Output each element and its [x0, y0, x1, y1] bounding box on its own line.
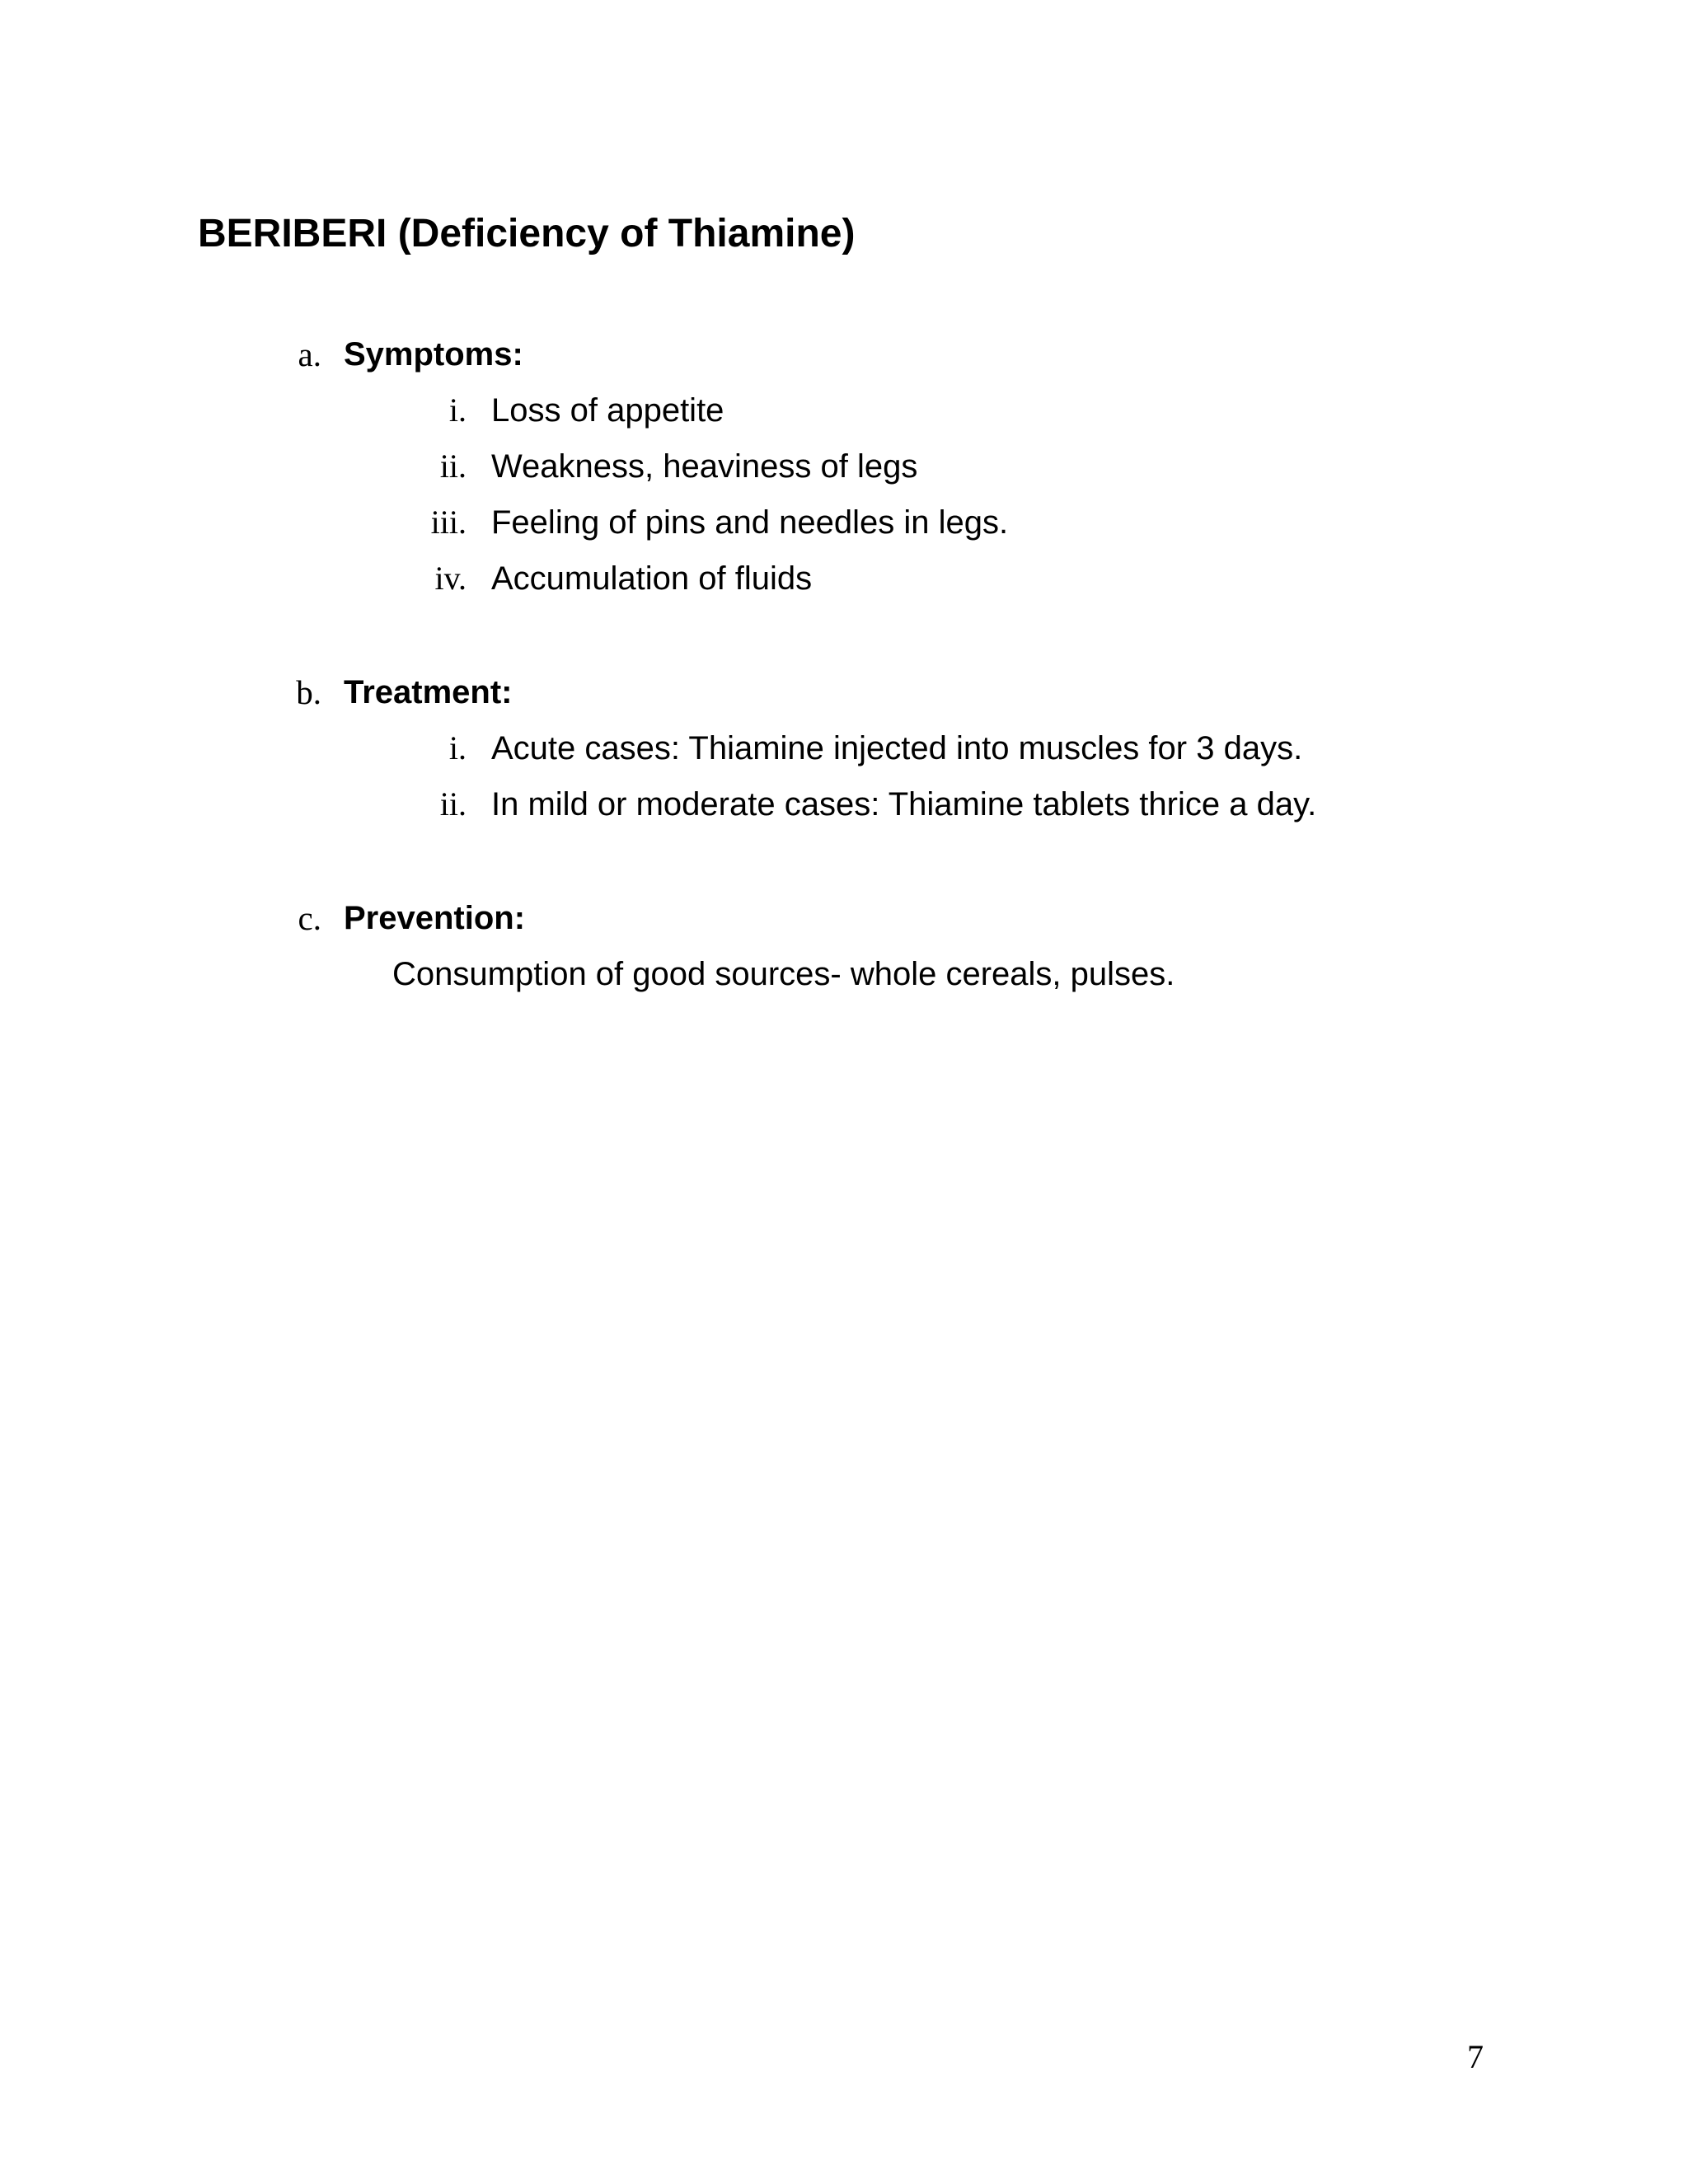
list-item-marker: ii.: [439, 785, 467, 823]
list-item: Loss of appetite: [491, 392, 724, 429]
section-heading: Symptoms:: [344, 336, 523, 373]
list-item-marker: ii.: [439, 448, 467, 485]
list-item: Acute cases: Thiamine injected into muscles for 3 days.: [491, 730, 1303, 766]
section-heading: Treatment:: [344, 674, 513, 710]
section-marker: c.: [298, 899, 321, 937]
list-item: In mild or moderate cases: Thiamine tablets thrice a day.: [491, 786, 1317, 823]
list-item: Accumulation of fluids: [491, 560, 813, 597]
list-item-marker: i.: [448, 391, 467, 429]
list-item-marker: i.: [448, 729, 467, 766]
list-item: Feeling of pins and needles in legs.: [491, 504, 1009, 541]
page-title: BERIBERI (Deficiency of Thiamine): [198, 212, 856, 255]
list-item: Weakness, heaviness of legs: [491, 448, 918, 485]
section-marker: b.: [296, 673, 321, 711]
section-body-text: Consumption of good sources- whole cereals, pulses.: [392, 956, 1175, 992]
page-number: 7: [1467, 2038, 1484, 2075]
section-heading: Prevention:: [344, 900, 526, 936]
list-item-marker: iv.: [434, 560, 467, 597]
list-item-marker: iii.: [430, 504, 467, 541]
section-marker: a.: [298, 335, 321, 373]
